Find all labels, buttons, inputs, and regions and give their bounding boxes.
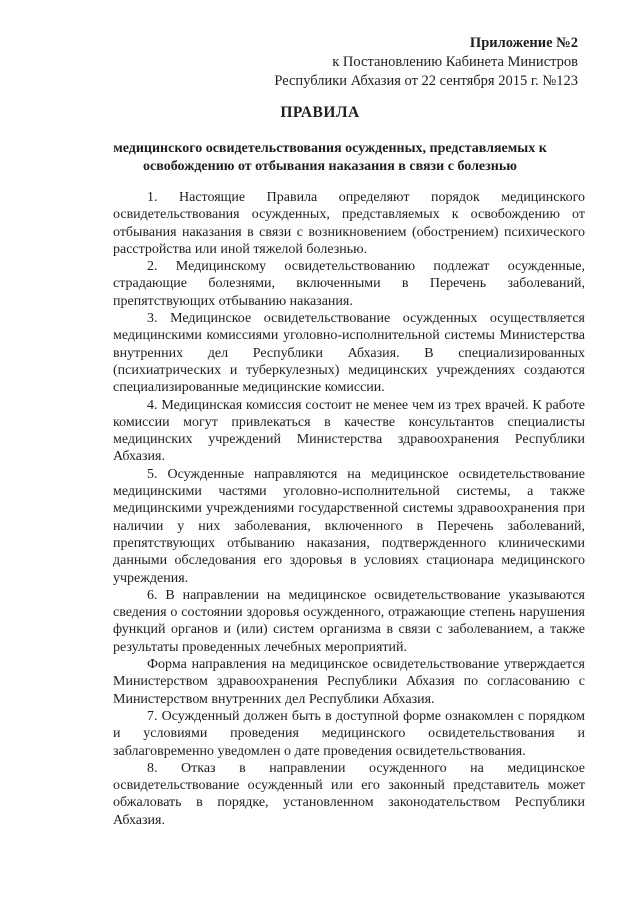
appendix-title: Приложение №2	[469, 35, 578, 51]
paragraph-5: 5. Осужденные направляются на медицинское освидетельствование медицинскими частями уголовно-исполнительной системы, а также медицинскими учреждениями государственной системы здравоохранения при наличии у них заболевания, включенного в Перечень заболеваний, препятствующих отбыванию наказания, подтвержденного клиническими данными обследования его здоровья в условиях стационара медицинского учреждения.	[113, 466, 585, 586]
paragraph-1: 1. Настоящие Правила определяют порядок медицинского освидетельствования осужденных, представляемых к освобождению от отбывания наказания в связи с возникновением (обострением) психического расстройства или иной тяжелой болезнью.	[113, 190, 585, 257]
paragraph-7: 7. Осужденный должен быть в доступной форме ознакомлен с порядком и условиями проведения медицинского освидетельствования и заблаговременно уведомлен о дате проведения освидетельствования.	[113, 708, 585, 759]
paragraph-2: 2. Медицинскому освидетельствованию подлежат осужденные, страдающие болезнями, включенными в Перечень заболеваний, препятствующих отбыванию наказания.	[113, 259, 585, 309]
paragraph-8: 8. Отказ в направлении осужденного на медицинское освидетельствование осужденный или его законный представитель может обжаловать в порядке, установленном законодательством Республики Абхазия.	[113, 760, 585, 828]
appendix-line-2: Республики Абхазия от 22 сентября 2015 г. №123	[274, 73, 578, 89]
document-subtitle: медицинского освидетельствования осужденных, представляемых к освобождению от отбывания наказания в связи с болезнью	[113, 141, 547, 174]
paragraph-6: 6. В направлении на медицинское освидетельствование указываются сведения о состоянии здоровья осужденного, отражающие степень нарушения функций органов и (или) систем организма в связи с заболеванием, а также результаты проведенных лечебных мероприятий.	[113, 587, 585, 655]
paragraph-3: 3. Медицинское освидетельствование осужденных осуществляется медицинскими комиссиями уголовно-исполнительной системы Министерства внутренних дел Республики Абхазия. В специализированных (психиатрических и туберкулезных) медицинских учреждениях создаются специализированные медицинские комиссии.	[113, 311, 585, 396]
document-body	[113, 189, 585, 829]
appendix-line-1: к Постановлению Кабинета Министров	[332, 54, 578, 70]
appendix-header	[158, 34, 578, 91]
paragraph-4: 4. Медицинская комиссия состоит не менее чем из трех врачей. К работе комиссии могут привлекаться в качестве консультантов специалисты медицинских учреждений Министерства здравоохранения Республики Абхазия.	[113, 397, 585, 465]
document-title: ПРАВИЛА	[280, 104, 360, 121]
paragraph-6-form: Форма направления на медицинское освидетельствование утверждается Министерством здравоохранения Республики Абхазия по согласованию с Министерством внутренних дел Республики Абхазия.	[113, 657, 585, 707]
